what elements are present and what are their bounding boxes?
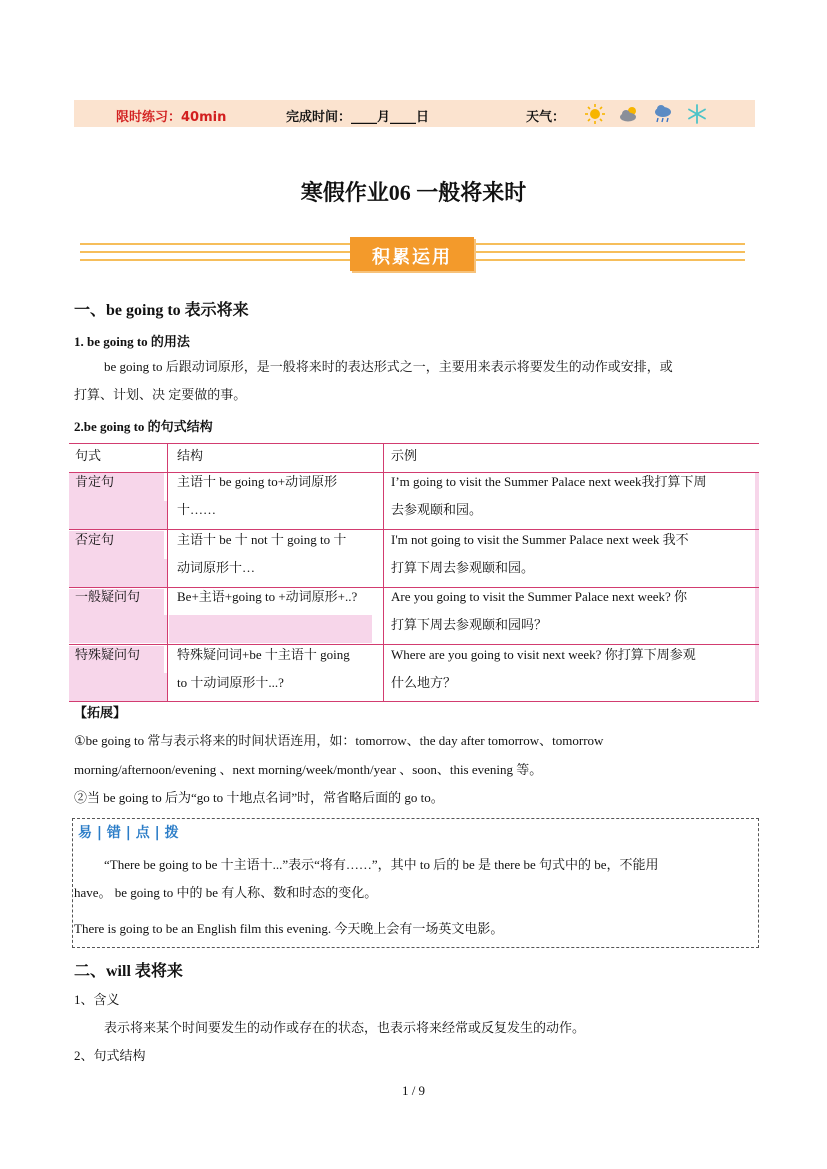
item-text: 表示将来某个时间要发生的动作或存在的状态，也表示将来经常或反复发生的动作。 [104,1020,586,1035]
section-banner-box [350,237,474,271]
table-cell: I'm not going to visit the Summer Palace next week 我不 [391,532,689,547]
cloudy-icon [618,103,640,125]
section-banner-text: 积累运用 [372,247,452,268]
table-cell: 特殊疑问词+be 十主语十 going [177,647,350,662]
paragraph-line: 打算、计划、决 定要做的事。 [74,387,247,402]
extension-line: morning/afternoon/evening 、next morning/week/month/year 、soon、this evening 等。 [74,762,543,777]
table-header: 句式 [75,448,102,463]
table-row-label: 一般疑问句 [75,589,141,604]
table-cell: Are you going to visit the Summer Palace next week? 你 [391,589,688,604]
table-cell: Be+主语+going to +动词原形+..? [177,589,358,604]
snow-icon [686,103,708,125]
table-header: 结构 [177,448,204,463]
table-row-label: 肯定句 [75,474,115,489]
table-cell: 去参观颐和园。 [391,502,483,517]
table-cell: to 十动词原形十...? [177,675,284,690]
item-heading: 1、含义 [74,992,120,1007]
row-struct-bg [169,615,372,643]
extension-heading: 【拓展】 [74,705,127,720]
extension-line: ②当 be going to 后为“go to 十地点名词”时，常省略后面的 go to。 [74,790,444,805]
item-heading: 2、句式结构 [74,1048,146,1063]
subheading-structure: 2.be going to 的句式结构 [74,419,213,434]
row-label-bg [69,501,167,529]
table-header: 示例 [391,448,418,463]
tip-line: have。 be going to 中的 be 有人称、数和时态的变化。 [74,885,378,900]
tip-heading: 易 | 错 | 点 | 拨 [78,825,179,841]
weather-label: 天气： [526,110,566,125]
row-label-bg [69,673,167,702]
section2-heading: 二、will 表将来 [74,963,183,980]
page-title: 寒假作业06 一般将来时 [300,180,527,205]
table-cell: Where are you going to visit next week? 你打算下周参观 [391,647,696,662]
table-cell: 打算下周去参观颐和园吗？ [391,617,548,632]
subheading-usage: 1. be going to 的用法 [74,334,190,349]
table-cell: 主语十 be going to+动词原形 [177,474,338,489]
page-number: 1 / 9 [401,1083,426,1098]
table-row-label: 特殊疑问句 [75,647,141,662]
sentence-structure-table [69,443,759,702]
table-cell: 主语十 be 十 not 十 going to 十 [177,532,347,547]
table-cell: 打算下周去参观颐和园。 [391,560,535,575]
section1-heading: 一、be going to 表示将来 [74,302,249,319]
table-row-label: 否定句 [75,532,115,547]
table-cell: 什么地方？ [391,675,457,690]
sun-icon [584,103,606,125]
table-cell: I’m going to visit the Summer Palace next week我打算下周 [391,474,707,489]
finish-time: 完成时间：____月____日 [286,110,430,125]
table-cell: 十…… [177,502,217,517]
table-cell: 动词原形十… [177,560,256,575]
tip-line: There is going to be an English film this evening. 今天晚上会有一场英文电影。 [74,921,504,936]
rain-icon [652,103,674,125]
header-banner [74,100,755,127]
time-limit: 限时练习：40min [116,110,227,125]
paragraph-line: be going to 后跟动词原形，是一般将来时的表达形式之一，主要用来表示将要发生的动作或安排，或 [104,359,673,374]
extension-line: ①be going to 常与表示将来的时间状语连用，如：tomorrow、the day after tomorrow、tomorrow [74,733,604,748]
row-label-bg [69,615,167,643]
tip-line: “There be going to be 十主语十...”表示“将有……”，其中 to 后的 be 是 there be 句式中的 be，不能用 [104,857,659,872]
